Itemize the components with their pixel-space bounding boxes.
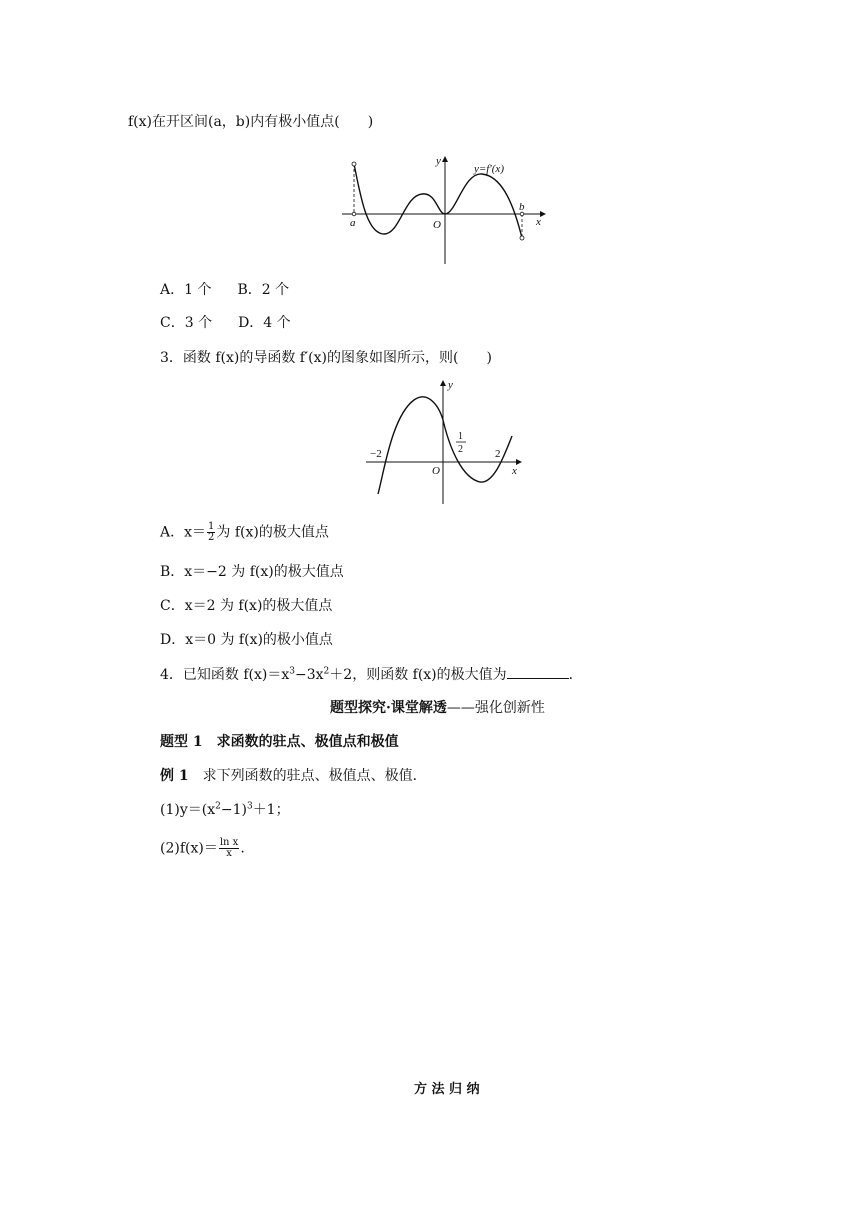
section-title-bold: 题型探究·课堂解透: [330, 700, 447, 716]
q3-tick-neg2: −2: [370, 448, 382, 460]
q2-options-row1: [160, 280, 289, 300]
q3-y-arrow: [440, 380, 446, 386]
q3-option-c: C．x＝2 为 f(x)的极大值点: [160, 598, 333, 614]
q3-half-den: 2: [458, 444, 463, 455]
q2-point-a-axis: [352, 212, 356, 216]
q2-option-b: B．2 个: [237, 282, 290, 298]
q3-origin-label: O: [432, 465, 440, 477]
q2-option-a: A．1 个: [160, 282, 212, 298]
q3-option-b: B．x＝−2 为 f(x)的极大值点: [160, 564, 344, 580]
q2-y-arrow: [442, 156, 448, 162]
q3-option-a-fraction: $\frac{1}{2}$: [208, 521, 215, 543]
q2-open-point-b: [520, 236, 524, 240]
q2-open-point-a: [352, 162, 356, 166]
q2-x-arrow: [540, 211, 546, 217]
q3-stem: 3．函数 f(x)的导函数 f′(x)的图象如图所示，则( ): [160, 350, 492, 366]
q2-option-c: C．3 个: [160, 315, 213, 331]
section-heading: [330, 698, 545, 718]
q3-axis-y-label: y: [448, 379, 453, 391]
q3-axis-x-label: x: [512, 465, 517, 477]
q3-half-num: 1: [458, 431, 463, 442]
q3-option-d: D．x＝0 为 f(x)的极小值点: [160, 632, 333, 648]
section-title-rest: ——强化创新性: [446, 700, 545, 716]
q2-b-label: b: [519, 201, 525, 213]
q4-stem: 4．已知函数 $f(x)=x^3-3x^2+2$，则函数 f(x)的极大值为 ．: [160, 664, 583, 685]
q3-x-arrow: [516, 459, 522, 465]
example-1-fraction: $\frac{\text{ln x}}{x}$: [219, 837, 239, 859]
q3-curve: [378, 397, 512, 494]
q2-options-row2: [160, 313, 291, 333]
q3-tick-2: 2: [495, 448, 501, 460]
example-1-part-2: (2)f(x)＝ $\frac{\text{ln x}}{x}$ .: [160, 837, 245, 859]
example-1-label: 例 1: [160, 768, 189, 784]
q2-axis-x-label: x: [536, 216, 541, 228]
q2-stem: f(x)在开区间(a，b)内有极小值点( ): [128, 114, 374, 130]
q2-origin-label: O: [433, 219, 441, 231]
q2-a-label: a: [350, 217, 356, 229]
q2-curve-label: y=f′(x): [474, 163, 504, 175]
type1-title: 题型 1 求函数的驻点、极值点和极值: [160, 734, 399, 750]
q4-answer-blank[interactable]: [507, 664, 569, 679]
example-1-part-1: $(1)y=(x^2-1)^3+1$；: [160, 801, 290, 818]
q3-option-a: A．x＝ $\frac{1}{2}$ 为 f(x)的极大值点: [160, 521, 329, 543]
q2-figure: [340, 152, 550, 272]
q2-axis-y-label: y: [436, 155, 441, 167]
example-1: 例 1 求下列函数的驻点、极值点、极值．: [160, 768, 427, 784]
q3-figure: [362, 376, 532, 506]
q2-option-d: D．4 个: [238, 315, 291, 331]
method-summary-title: 方 法 归 纳: [414, 1082, 480, 1097]
